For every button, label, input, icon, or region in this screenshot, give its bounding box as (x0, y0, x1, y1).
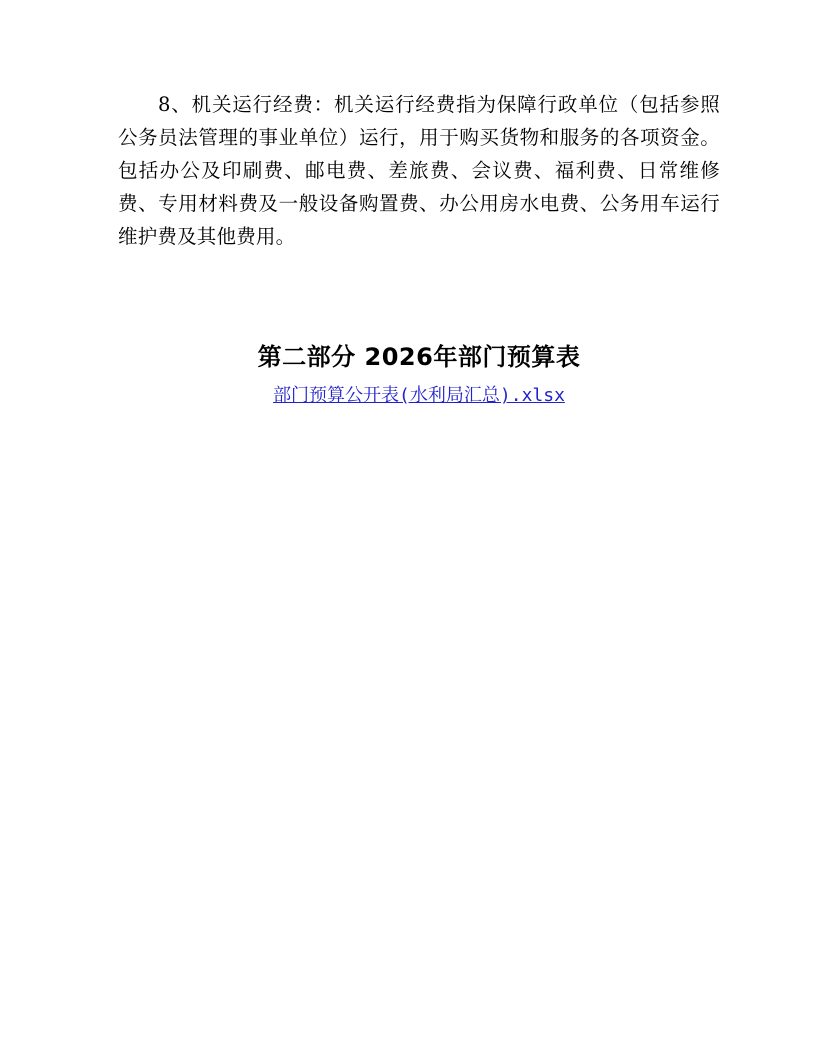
attachment-row (118, 383, 720, 409)
section-heading: 第二部分 2026年部门预算表 (257, 343, 581, 371)
paragraph-item-8: 8、机关运行经费：机关运行经费指为保障行政单位（包括参照公务员法管理的事业单位）运行，用于购买货物和服务的各项资金。包括办公及印刷费、邮电费、差旅费、会议费、福利费、日常维修费、专用材料费及一般设备购置费、办公用房水电费、公务用车运行维护费及其他费用。 (118, 93, 720, 248)
attachment-link-budget-table[interactable]: 部门预算公开表(水利局汇总).xlsx (273, 385, 565, 406)
section-spacer (118, 253, 720, 341)
